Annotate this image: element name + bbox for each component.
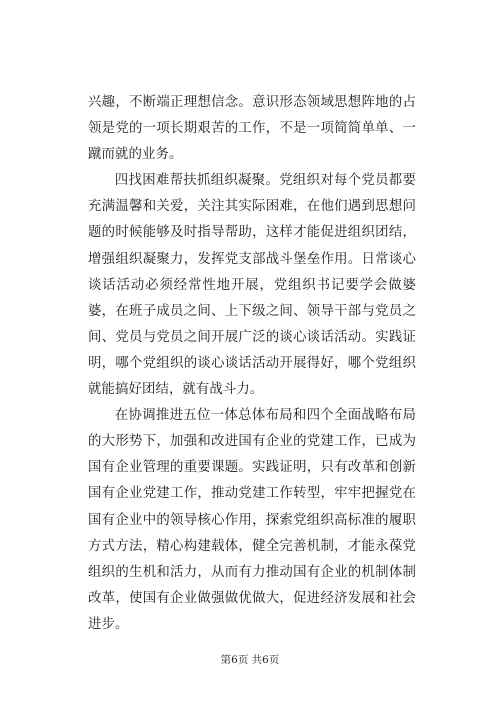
page-footer: 第6页 共6页	[220, 654, 280, 666]
document-body	[88, 90, 416, 638]
paragraph-organization-cohesion: 四找困难帮扶抓组织凝聚。党组织对每个党员都要充满温馨和关爱，关注其实际困难，在他们遇到思想问题的时候能够及时指导帮助，这样才能促进组织团结，增强组织凝聚力，发挥党支部战斗堡垒作用。日常谈心谈话活动必须经常性地开展，党组织书记要学会做婆婆，在班子成员之间、上下级之间、领导干部与党员之间、党员与党员之间开展广泛的谈心谈话活动。实践证明，哪个党组织的谈心谈话活动开展得好，哪个党组织就能搞好团结，就有战斗力。	[88, 173, 416, 398]
paragraph-continuation: 兴趣，不断端正理想信念。意识形态领域思想阵地的占领是党的一项长期艰苦的工作，不是一项简简单单、一蹴而就的业务。	[88, 95, 416, 163]
paragraph-party-building-reform: 在协调推进五位一体总体布局和四个全面战略布局的大形势下，加强和改进国有企业的党建工作，已成为国有企业管理的重要课题。实践证明，只有改革和创新国有企业党建工作，推动党建工作转型，牢牢把握党在国有企业中的领导核心作用，探索党组织高标准的履职方式方法，精心构建载体，健全完善机制，才能永葆党组织的生机和活力，从而有力推动国有企业的机制体制改革，使国有企业做强做优做大，促进经济发展和社会进步。	[88, 408, 416, 632]
